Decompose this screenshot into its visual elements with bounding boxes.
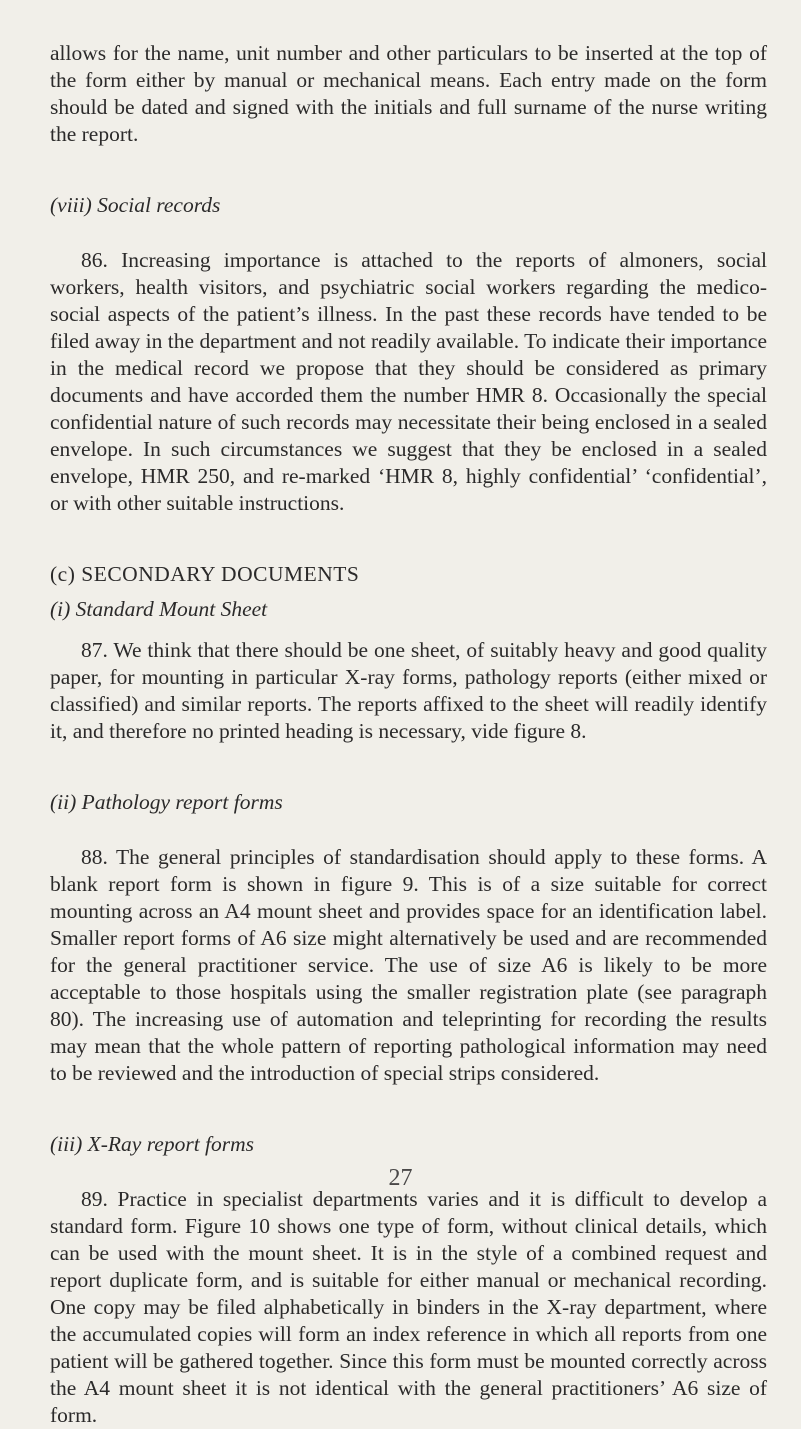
heading-title: Social records [97, 193, 221, 217]
standard-mount-sheet-heading [50, 596, 767, 623]
pathology-report-forms-heading [50, 789, 767, 816]
heading-number: (i) [50, 597, 71, 621]
heading-number: (iii) [50, 1132, 83, 1156]
heading-title: Pathology report forms [81, 790, 283, 814]
section-title: SECONDARY DOCUMENTS [81, 562, 360, 586]
document-page [50, 40, 767, 1429]
heading-title: Standard Mount Sheet [75, 597, 268, 621]
opening-paragraph: allows for the name, unit number and other particulars to be inserted at the top of the form either by manual or mechanical means. Each entry made on the form should be dated and signed with the initials and full surname of the nurse writing the report. [50, 41, 767, 146]
heading-number: (viii) [50, 193, 92, 217]
xray-report-forms-heading [50, 1131, 767, 1158]
secondary-documents-heading [50, 561, 767, 588]
paragraph-86: 86. Increasing importance is attached to the reports of almoners, social workers, health visitors, and psychiatric social workers regarding the medico-social aspects of the patient’s illness. In the past these records have tended to be filed away in the department and not readily available. To indicate their importance in the medical record we propose that they should be considered as primary documents and have accorded them the number HMR 8. Occasionally the special confidential nature of such records may necessitate their being enclosed in a sealed envelope. In such circumstances we suggest that they be enclosed in a sealed envelope, HMR 250, and re-marked ‘HMR 8, highly confidential’ ‘confidential’, or with other suitable instructions. [50, 248, 767, 515]
social-records-heading [50, 192, 767, 219]
page-number: 27 [388, 1165, 413, 1191]
section-label: (c) [50, 562, 76, 586]
paragraph-87: 87. We think that there should be one sheet, of suitably heavy and good quality paper, for mounting in particular X-ray forms, pathology reports (either mixed or classified) and similar reports. The reports affixed to the sheet will readily identify it, and therefore no printed heading is necessary, vide figure 8. [50, 638, 767, 743]
heading-number: (ii) [50, 790, 77, 814]
paragraph-88: 88. The general principles of standardisation should apply to these forms. A blank report form is shown in figure 9. This is of a size suitable for correct mounting across an A4 mount sheet and provides space for an identification label. Smaller report forms of A6 size might alternatively be used and are recommended for the general practitioner service. The use of size A6 is likely to be more acceptable to those hospitals using the smaller registration plate (see paragraph 80). The increasing use of automation and teleprinting for recording the results may mean that the whole pattern of reporting pathological information may need to be reviewed and the introduction of special strips considered. [50, 845, 767, 1085]
heading-title: X-Ray report forms [87, 1132, 255, 1156]
paragraph-89: 89. Practice in specialist departments varies and it is difficult to develop a standard form. Figure 10 shows one type of form, without clinical details, which can be used with the mount sheet. It is in the style of a combined request and report duplicate form, and is suitable for either manual or mechanical recording. One copy may be filed alphabetically in binders in the X-ray department, where the accumulated copies will form an index reference in which all reports from one patient will be gathered together. Since this form must be mounted correctly across the A4 mount sheet it is not identical with the general practitioners’ A6 size of form. [50, 1187, 767, 1427]
